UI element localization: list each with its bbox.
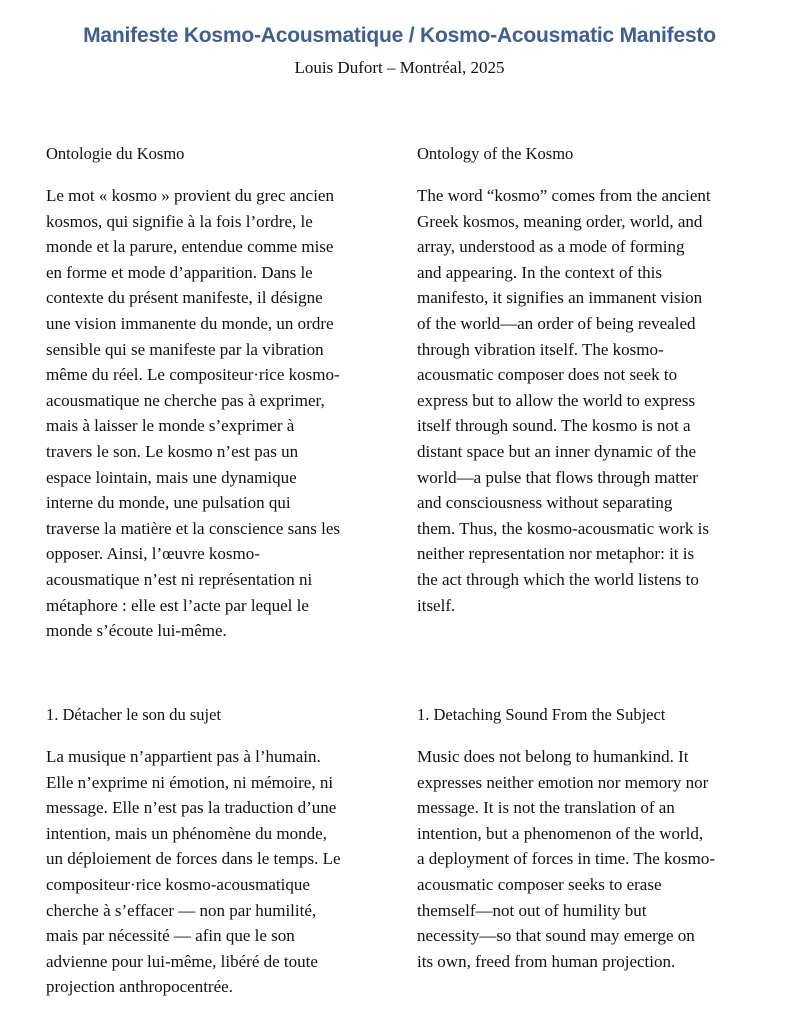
text-line: of the world—an order of being revealed bbox=[417, 313, 696, 333]
text-line: espace lointain, mais une dynamique bbox=[46, 467, 297, 487]
text-line: message. It is not the translation of an bbox=[417, 798, 675, 818]
text-line: message. Elle n’est pas la traduction d’une bbox=[46, 798, 337, 818]
text-line: and appearing. In the context of this bbox=[417, 262, 663, 282]
text-line: expresses neither emotion nor memory nor bbox=[417, 772, 709, 792]
text-line: Elle n’exprime ni émotion, ni mémoire, ni bbox=[46, 772, 334, 792]
text-line: neither representation nor metaphor: it is bbox=[417, 544, 695, 564]
text-line: La musique n’appartient pas à l’humain. bbox=[46, 747, 321, 766]
text-line: intention, mais un phénomène du monde, bbox=[46, 823, 327, 843]
section-heading: Ontology of the Kosmo bbox=[417, 144, 574, 163]
text-line: Greek kosmos, meaning order, world, and bbox=[417, 211, 703, 231]
text-line: distant space but an inner dynamic of the bbox=[417, 441, 696, 461]
section-detaching-fr bbox=[46, 705, 406, 1000]
text-line: the act through which the world listens to bbox=[417, 569, 699, 589]
paragraph bbox=[46, 183, 406, 644]
text-line: manifesto, it signifies an immanent vision bbox=[417, 288, 703, 308]
text-line: en forme et mode d’apparition. Dans le bbox=[46, 262, 313, 282]
section-heading: 1. Detaching Sound From the Subject bbox=[417, 705, 666, 724]
text-line: a deployment of forces in time. The kosmo- bbox=[417, 849, 716, 869]
text-line: un déploiement de forces dans le temps. Le bbox=[46, 849, 341, 869]
section-ontology-fr bbox=[46, 144, 406, 644]
section-heading: Ontologie du Kosmo bbox=[46, 144, 185, 163]
paragraph bbox=[46, 744, 406, 1000]
text-line: acousmatique ne cherche pas à exprimer, bbox=[46, 390, 325, 410]
paragraph bbox=[417, 183, 777, 618]
text-line: world—a pulse that flows through matter bbox=[417, 467, 698, 487]
text-line: opposer. Ainsi, l’œuvre kosmo- bbox=[46, 544, 260, 564]
text-line: advienne pour lui-même, libéré de toute bbox=[46, 951, 318, 971]
document-subtitle: Louis Dufort – Montréal, 2025 bbox=[294, 58, 505, 77]
paragraph bbox=[417, 744, 777, 974]
text-line: array, understood as a mode of forming bbox=[417, 237, 685, 257]
text-line: itself through sound. The kosmo is not a bbox=[417, 416, 691, 436]
section-detaching-en bbox=[417, 705, 777, 974]
section-ontology-en bbox=[417, 144, 777, 618]
text-line: its own, freed from human projection. bbox=[417, 951, 676, 971]
text-line: them. Thus, the kosmo-acousmatic work is bbox=[417, 518, 709, 538]
text-line: acousmatique n’est ni représentation ni bbox=[46, 569, 313, 589]
text-line: monde s’écoute lui-même. bbox=[46, 621, 227, 641]
text-line: itself. bbox=[417, 595, 456, 615]
text-line: The word “kosmo” comes from the ancient bbox=[417, 186, 711, 205]
text-line: necessity—so that sound may emerge on bbox=[417, 926, 695, 946]
text-line: même du réel. Le compositeur·rice kosmo- bbox=[46, 365, 340, 385]
text-line: cherche à s’effacer — non par humilité, bbox=[46, 900, 317, 920]
text-line: contexte du présent manifeste, il désigne bbox=[46, 288, 323, 308]
text-line: through vibration itself. The kosmo- bbox=[417, 339, 664, 359]
text-line: projection anthropocentrée. bbox=[46, 977, 233, 997]
text-line: monde et la parure, entendue comme mise bbox=[46, 237, 334, 257]
text-line: acousmatic composer does not seek to bbox=[417, 365, 678, 385]
text-line: mais par nécessité — afin que le son bbox=[46, 926, 295, 946]
document-title: Manifeste Kosmo-Acousmatique / Kosmo-Acousmatic Manifesto bbox=[83, 24, 716, 47]
text-line: themself—not out of humility but bbox=[417, 900, 647, 920]
text-line: and consciousness without separating bbox=[417, 493, 673, 513]
text-line: compositeur·rice kosmo-acousmatique bbox=[46, 874, 310, 894]
text-line: Music does not belong to humankind. It bbox=[417, 747, 689, 766]
text-line: métaphore : elle est l’acte par lequel le bbox=[46, 595, 309, 615]
text-line: traverse la matière et la conscience sans les bbox=[46, 518, 341, 538]
text-line: interne du monde, une pulsation qui bbox=[46, 493, 291, 513]
text-line: une vision immanente du monde, un ordre bbox=[46, 313, 334, 333]
section-heading: 1. Détacher le son du sujet bbox=[46, 705, 222, 724]
text-line: travers le son. Le kosmo n’est pas un bbox=[46, 441, 299, 461]
text-line: Le mot « kosmo » provient du grec ancien bbox=[46, 186, 334, 205]
text-line: sensible qui se manifeste par la vibration bbox=[46, 339, 324, 359]
text-line: express but to allow the world to express bbox=[417, 390, 696, 410]
text-line: mais à laisser le monde s’exprimer à bbox=[46, 416, 295, 436]
text-line: intention, but a phenomenon of the world, bbox=[417, 823, 704, 843]
text-line: acousmatic composer seeks to erase bbox=[417, 874, 662, 894]
text-line: kosmos, qui signifie à la fois l’ordre, le bbox=[46, 211, 313, 231]
